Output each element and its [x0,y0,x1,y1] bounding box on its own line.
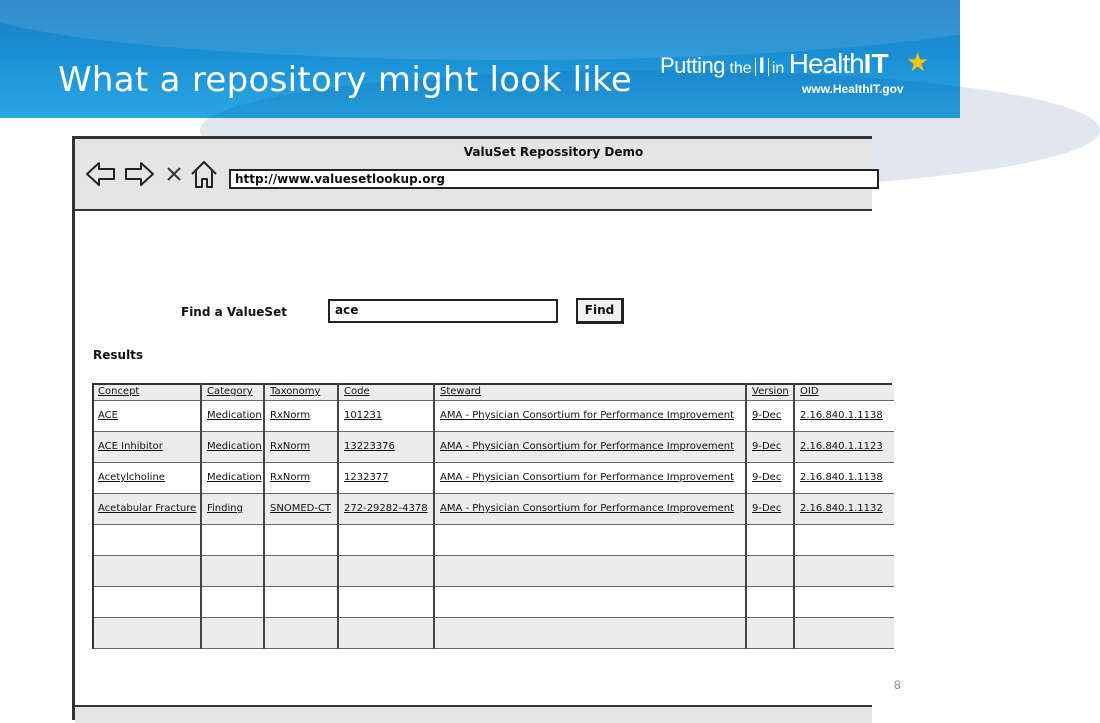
cell-category[interactable]: Finding [207,503,243,514]
cell-steward[interactable]: AMA - Physician Consortium for Performance Improvement [440,441,735,452]
search-input[interactable]: ace [328,299,558,323]
forward-arrow-icon[interactable] [123,157,155,191]
logo-putting: Putting [660,53,725,78]
column-header-version[interactable]: Version [752,386,789,397]
cell-steward[interactable]: AMA - Physician Consortium for Performance Improvement [440,410,735,421]
table-row[interactable] [94,556,894,587]
column-header-concept[interactable]: Concept [98,386,140,397]
cell-taxonomy[interactable]: RxNorm [270,472,311,483]
cell-oid[interactable]: 2.16.840.1.1138 [800,410,883,421]
column-divider [263,383,265,649]
results-heading: Results [93,348,144,362]
back-arrow-icon[interactable] [85,157,117,191]
cell-taxonomy[interactable]: RxNorm [270,441,311,452]
browser-titlebar [75,139,872,211]
cell-category[interactable]: Medication [207,472,262,483]
cell-steward[interactable]: AMA - Physician Consortium for Performance Improvement [440,503,735,514]
cell-concept[interactable]: Acetylcholine [98,472,165,483]
browser-window-title: ValuSet Repossitory Demo [463,145,644,159]
table-row[interactable] [94,618,894,649]
find-button[interactable]: Find [576,298,624,324]
logo-divider [768,58,769,76]
star-icon: ★ [906,48,930,78]
cell-code[interactable]: 272-29282-4378 [344,503,428,514]
cell-concept[interactable]: ACE [98,410,118,421]
cell-taxonomy[interactable]: SNOMED-CT [270,503,332,514]
cell-oid[interactable]: 2.16.840.1.1132 [800,503,883,514]
cell-version[interactable]: 9-Dec [752,441,782,452]
slide-header [0,0,960,118]
browser-mockup [72,136,883,720]
cell-category[interactable]: Medication [207,441,262,452]
cell-code[interactable]: 1232377 [344,472,389,483]
logo-health: Health [788,48,864,79]
cell-version[interactable]: 9-Dec [752,410,782,421]
column-divider [745,383,747,649]
logo-i: I [758,53,765,78]
cell-concept[interactable]: Acetabular Fracture [98,503,197,514]
column-divider [337,383,339,649]
column-divider [433,383,435,649]
page-number: 8 [894,678,901,692]
cell-category[interactable]: Medication [207,410,262,421]
healthit-logo [660,48,940,104]
logo-divider [755,58,756,76]
cell-concept[interactable]: ACE Inhibitor [98,441,163,452]
find-valueset-label: Find a ValueSet [181,305,287,319]
logo-wordmark [660,48,889,80]
column-header-category[interactable]: Category [207,386,253,397]
close-icon[interactable] [163,157,185,191]
row-divider [94,648,894,649]
results-table [92,383,892,651]
cell-steward[interactable]: AMA - Physician Consortium for Performance Improvement [440,472,735,483]
cell-taxonomy[interactable]: RxNorm [270,410,311,421]
column-header-oid[interactable]: OID [800,386,819,397]
slide-title: What a repository might look like [58,60,633,100]
table-row[interactable] [94,587,894,618]
address-bar[interactable]: http://www.valuesetlookup.org [229,169,879,189]
cell-version[interactable]: 9-Dec [752,472,782,483]
cell-code[interactable]: 101231 [344,410,383,421]
column-header-steward[interactable]: Steward [440,386,482,397]
cell-oid[interactable]: 2.16.840.1.1138 [800,472,883,483]
column-header-taxonomy[interactable]: Taxonomy [270,386,321,397]
column-divider [200,383,202,649]
logo-url: www.HealthIT.gov [802,82,904,96]
home-icon[interactable] [189,157,219,191]
logo-it: IT [863,48,889,79]
table-row[interactable] [94,525,894,556]
column-header-code[interactable]: Code [344,386,370,397]
logo-in: in [771,60,785,77]
logo-the: the [729,60,752,77]
cell-code[interactable]: 13223376 [344,441,395,452]
cell-oid[interactable]: 2.16.840.1.1123 [800,441,883,452]
column-divider [793,383,795,649]
cell-version[interactable]: 9-Dec [752,503,782,514]
browser-statusbar [75,705,872,723]
